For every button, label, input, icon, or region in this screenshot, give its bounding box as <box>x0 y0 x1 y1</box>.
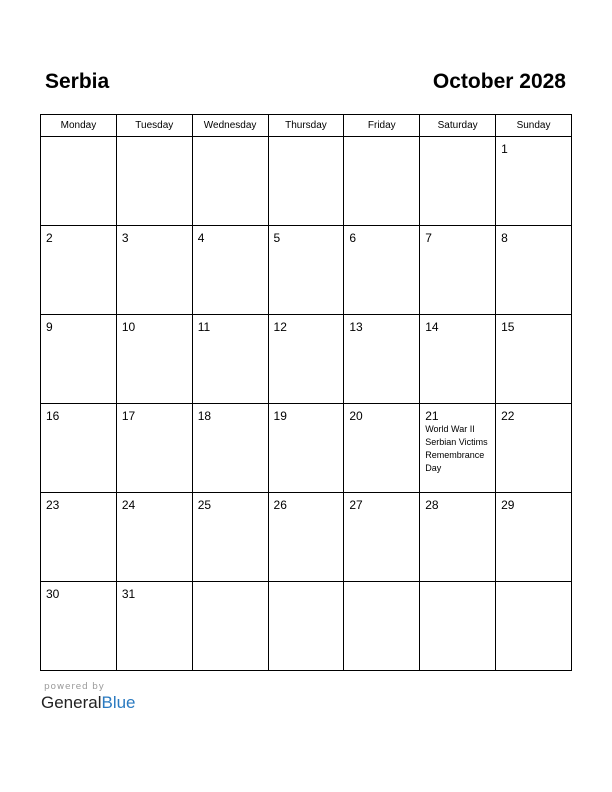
day-number: 2 <box>46 231 53 245</box>
day-number: 9 <box>46 320 53 334</box>
day-cell <box>116 404 192 493</box>
day-number: 16 <box>46 409 60 423</box>
calendar-grid <box>40 114 572 671</box>
day-number: 3 <box>121 231 129 245</box>
day-cell <box>268 226 344 315</box>
week-row <box>41 404 572 493</box>
day-number: 15 <box>501 320 515 334</box>
day-number <box>420 137 495 142</box>
day-number: 22 <box>501 409 515 423</box>
week-row <box>41 582 572 671</box>
day-cell <box>344 226 420 315</box>
weekday-header: Monday <box>41 115 117 137</box>
day-cell <box>344 493 420 582</box>
day-cell <box>41 404 117 493</box>
day-cell <box>344 404 420 493</box>
day-number: 7 <box>425 231 432 245</box>
day-cell <box>192 493 268 582</box>
day-number <box>420 582 495 587</box>
day-number: 14 <box>425 320 439 334</box>
day-cell <box>41 493 117 582</box>
day-number: 26 <box>273 498 287 512</box>
day-number: 25 <box>197 498 212 512</box>
day-cell <box>116 226 192 315</box>
day-cell <box>420 315 496 404</box>
day-number: 13 <box>349 320 363 334</box>
day-number: 31 <box>121 587 136 601</box>
day-number: 23 <box>46 498 60 512</box>
day-number: 4 <box>197 231 205 245</box>
day-cell <box>192 404 268 493</box>
day-number: 10 <box>121 320 136 334</box>
day-cell <box>420 404 496 493</box>
day-cell <box>496 226 572 315</box>
day-cell <box>496 315 572 404</box>
day-cell <box>192 315 268 404</box>
day-number <box>344 582 419 587</box>
day-number <box>344 137 419 142</box>
day-number <box>193 582 268 587</box>
weekday-header: Saturday <box>420 115 496 137</box>
day-number <box>496 582 571 587</box>
day-cell <box>41 582 117 671</box>
day-number <box>269 137 344 142</box>
day-number: 5 <box>273 231 281 245</box>
weekday-header-row <box>41 115 572 137</box>
weekday-header: Sunday <box>496 115 572 137</box>
holiday-label: World War II Serbian Victims Remembrance Day <box>425 424 488 473</box>
day-number: 24 <box>121 498 136 512</box>
day-cell <box>496 404 572 493</box>
day-number: 30 <box>46 587 60 601</box>
day-number: 18 <box>197 409 212 423</box>
day-cell <box>116 582 192 671</box>
day-cell <box>41 137 117 226</box>
country-title: Serbia <box>45 70 110 93</box>
powered-by-text: powered by <box>44 682 105 692</box>
day-number <box>269 582 344 587</box>
day-cell <box>420 582 496 671</box>
day-number <box>193 137 268 142</box>
day-cell <box>420 137 496 226</box>
day-cell <box>116 315 192 404</box>
week-row <box>41 137 572 226</box>
day-cell <box>192 226 268 315</box>
day-number: 8 <box>501 231 508 245</box>
day-cell <box>344 315 420 404</box>
day-cell <box>496 582 572 671</box>
generalblue-logo[interactable] <box>41 693 136 713</box>
day-cell <box>192 582 268 671</box>
day-number: 21 <box>425 409 439 423</box>
weekday-header: Wednesday <box>192 115 268 137</box>
brand-general: General <box>41 693 102 712</box>
day-number: 1 <box>501 142 508 156</box>
day-cell <box>41 315 117 404</box>
day-number: 12 <box>273 320 287 334</box>
day-number: 29 <box>501 498 515 512</box>
day-cell <box>41 226 117 315</box>
day-number: 19 <box>273 409 287 423</box>
day-number: 20 <box>349 409 363 423</box>
day-number: 6 <box>349 231 357 245</box>
day-cell <box>268 493 344 582</box>
month-title: October 2028 <box>432 70 566 93</box>
day-cell <box>496 493 572 582</box>
day-cell <box>116 493 192 582</box>
day-number: 28 <box>425 498 439 512</box>
day-number: 11 <box>197 320 211 334</box>
day-cell <box>116 137 192 226</box>
week-row <box>41 493 572 582</box>
week-row <box>41 226 572 315</box>
day-number <box>41 137 116 142</box>
day-cell <box>496 137 572 226</box>
weekday-header: Friday <box>344 115 420 137</box>
day-cell <box>268 137 344 226</box>
brand-blue: Blue <box>101 693 136 712</box>
day-number <box>117 137 192 142</box>
day-cell <box>192 137 268 226</box>
week-row <box>41 315 572 404</box>
day-number: 17 <box>121 409 136 423</box>
day-cell <box>344 137 420 226</box>
weekday-header: Tuesday <box>116 115 192 137</box>
day-number: 27 <box>349 498 363 512</box>
day-cell <box>268 315 344 404</box>
day-cell <box>268 582 344 671</box>
day-cell <box>268 404 344 493</box>
day-cell <box>344 582 420 671</box>
day-cell <box>420 493 496 582</box>
day-cell <box>420 226 496 315</box>
weekday-header: Thursday <box>268 115 344 137</box>
